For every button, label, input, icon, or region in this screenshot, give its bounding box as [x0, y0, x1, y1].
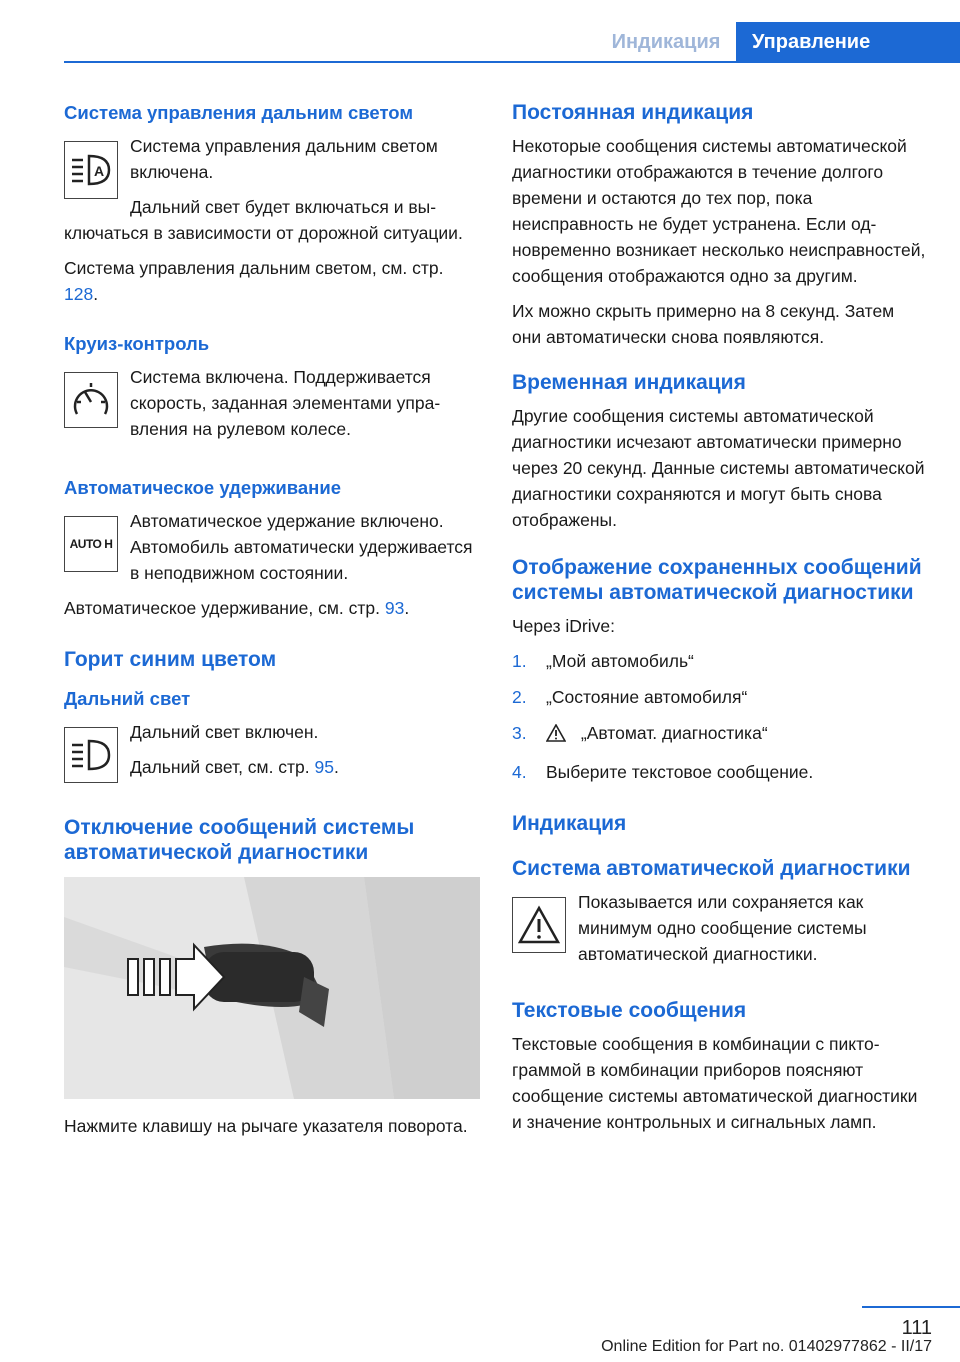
show-stored-messages-heading: Отображение сохраненных сообщений системы автоматической диагностики [512, 556, 922, 604]
cruise-control-block [64, 364, 480, 451]
auto-hold-text-1: Автоматическое удержание включено. Автомобиль автоматически удерживается в неподвижном состоянии. [130, 511, 473, 583]
high-beam-assistant-ref-text: Система управления дальним светом, см. стр. [64, 258, 444, 278]
step-text: „Автомат. диагностика“ [580, 723, 768, 743]
auto-hold-icon-text: AUTO H [69, 537, 113, 551]
cruise-control-icon [64, 372, 118, 428]
auto-diagnosis-block [512, 889, 928, 976]
idrive-step[interactable] [512, 759, 928, 785]
idrive-step[interactable] [512, 720, 928, 749]
indication-heading: Индикация [512, 812, 627, 835]
step-number: 2. [512, 687, 527, 707]
high-beam-assistant-heading: Система управления дальним светом [64, 102, 414, 123]
header-tab-indication[interactable]: Индикация [611, 31, 721, 53]
via-idrive-text: Через iDrive: [512, 616, 615, 636]
lit-blue-heading: Горит синим цветом [64, 648, 277, 671]
high-beam-ref-text: Дальний свет, см. стр. [130, 757, 315, 777]
right-column [512, 100, 928, 1144]
page-number: 111 [901, 1317, 932, 1339]
high-beam-icon [64, 727, 118, 783]
high-beam-assistant-ref [64, 255, 480, 307]
page-link-95[interactable]: 95 [314, 757, 334, 777]
disable-messages-heading: Отключение сообщений системы автоматической диагностики [64, 816, 415, 864]
turn-signal-lever-photo [64, 877, 480, 1099]
text-messages-text: Текстовые сообщения в комбинации с пиктограммой в комбинации приборов поясняют сообщение системы автоматической диагностики и значение контрольных и сигнальных ламп. [512, 1034, 918, 1132]
step-number: 1. [512, 651, 527, 671]
cruise-control-text: Система включена. Поддерживается скорость, заданная элементами управления на рулевом колесе. [130, 367, 441, 439]
idrive-step[interactable] [512, 648, 928, 674]
photo-caption: Нажмите клавишу на рычаге указателя поворота. [64, 1116, 468, 1136]
step-text: „Состояние автомобиля“ [546, 687, 748, 707]
permanent-indication-text-1: Некоторые сообщения системы автоматической диагностики отображаются в течение долгого времени и остаются до тех пор, пока неисправность не будет устранена. Если одновременно возникает несколько неисправностей, сообщения отображаются одно за другим. [512, 136, 926, 286]
cruise-control-heading: Круиз-контроль [64, 333, 210, 354]
high-beam-assistant-text-2: Дальний свет будет включаться и выключаться в зависимости от дорожной ситуации. [64, 197, 463, 243]
ref-end: . [93, 284, 99, 304]
warning-triangle-icon [546, 723, 568, 749]
permanent-indication-text-2: Их можно скрыть примерно на 8 секунд. Затем они автоматически снова появляются. [512, 301, 895, 347]
online-edition-note: Online Edition for Part no. 01402977862 - II/17 [601, 1338, 932, 1355]
header-rule [64, 61, 960, 63]
temporary-indication-text: Другие сообщения системы автоматической диагностики исчезают автоматически примерно через 20 секунд. Данные системы автоматической диагностики сохраняются и могут быть снова отображены. [512, 406, 925, 530]
auto-diagnosis-text: Показывается или сохраняется как минимум одно сообщение системы автоматической диагностики. [578, 892, 867, 964]
warning-icon-box [512, 897, 566, 953]
left-column [64, 100, 480, 1148]
auto-hold-heading: Автоматическое удерживание [64, 477, 342, 498]
auto-hold-block [64, 508, 480, 595]
text-messages-heading: Текстовые сообщения [512, 999, 747, 1022]
high-beam-ref [64, 754, 480, 780]
page-link-93[interactable]: 93 [384, 598, 405, 618]
permanent-indication-heading: Постоянная индикация [512, 101, 754, 124]
auto-diagnosis-system-heading: Система автоматической диагностики [512, 857, 911, 880]
high-beam-block [64, 719, 480, 789]
temporary-indication-heading: Временная индикация [512, 371, 746, 394]
auto-hold-icon [64, 516, 118, 572]
high-beam-heading: Дальний свет [64, 688, 191, 709]
step-number: 3. [512, 723, 527, 743]
footer-rule [862, 1306, 960, 1308]
step-number: 4. [512, 762, 527, 782]
auto-hold-ref-text: Автоматическое удерживание, см. стр. [64, 598, 385, 618]
page-link-128[interactable]: 128 [64, 284, 94, 304]
high-beam-assistant-text-1: Система управления дальним светом включена. [130, 136, 438, 182]
header-tab-controls[interactable]: Управление [736, 22, 960, 62]
idrive-steps-list [512, 648, 928, 785]
step-text: Выберите текстовое сообщение. [546, 762, 814, 782]
high-beam-assistant-icon [64, 141, 118, 199]
svg-text:A: A [93, 163, 105, 179]
idrive-step[interactable] [512, 684, 928, 710]
ref-end: . [334, 757, 339, 777]
high-beam-text-1: Дальний свет включен. [130, 722, 319, 742]
auto-hold-ref [64, 595, 480, 621]
step-text: „Мой автомобиль“ [546, 651, 694, 671]
high-beam-assistant-block [64, 133, 480, 255]
warning-triangle-icon [517, 905, 561, 945]
ref-end: . [404, 598, 410, 618]
